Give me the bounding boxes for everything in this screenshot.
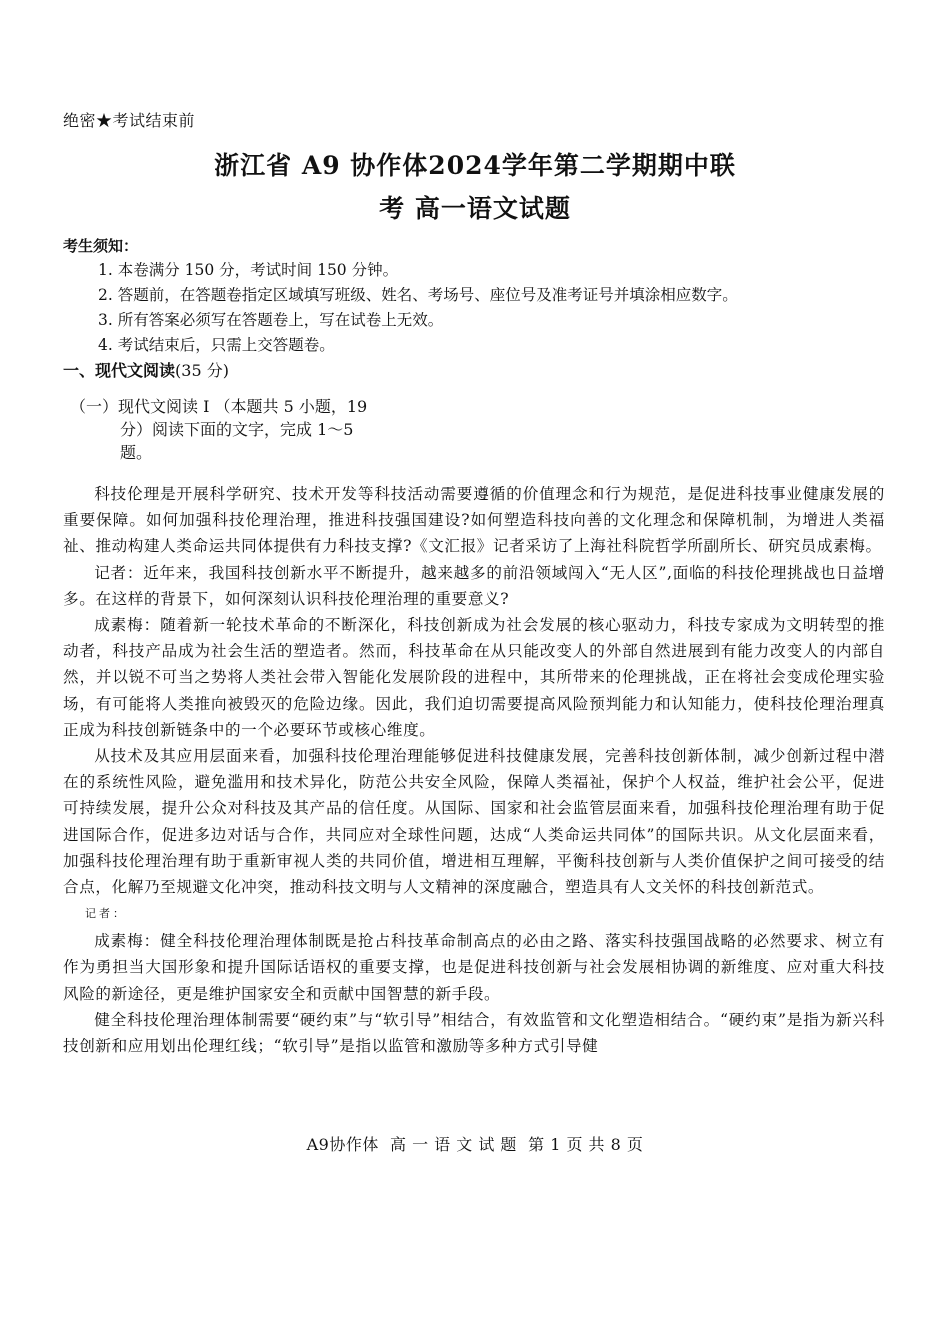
notice-heading: 考生须知： — [63, 237, 139, 255]
page-footer: A9协作体 高 一 语 文 试 题 第 1 页 共 8 页 — [306, 1135, 644, 1154]
notice-item: 3. 所有答案必须写在答题卷上，写在试卷上无效。 — [98, 311, 444, 329]
notice-item: 2. 答题前，在答题卷指定区域填写班级、姓名、考场号、座位号及准考证号并填涂相应数字。 — [98, 286, 738, 304]
reading-passage — [63, 481, 885, 1059]
exam-title-line-2: 考 高一语文试题 — [379, 194, 571, 223]
notice-item: 4. 考试结束后，只需上交答题卷。 — [98, 336, 335, 354]
subsection-line-3: 题。 — [120, 443, 153, 462]
subsection-heading — [70, 395, 440, 464]
section-heading — [63, 358, 229, 381]
exam-title-line-1: 浙江省 A9 协作体2024学年第二学期期中联 — [214, 151, 736, 180]
section-title: 一、现代文阅读 — [63, 361, 176, 380]
section-score: (35 分) — [175, 361, 229, 380]
passage-paragraph: 记者：近年来，我国科技创新水平不断提升，越来越多的前沿领域闯入“无人区”,面临的科技伦理挑战也日益增多。在这样的背景下，如何深刻认识科技伦理治理的重要意义? — [63, 563, 885, 608]
notice-item: 1. 本卷满分 150 分，考试时间 150 分钟。 — [98, 261, 399, 279]
passage-paragraph: 成素梅：健全科技伦理治理体制既是抢占科技革命制高点的必由之路、落实科技强国战略的必然要求、树立有作为勇担当大国形象和提升国际话语权的重要支撑，也是促进科技创新与社会发展相协调的新维度、应对重大科技风险的新途径，更是维护国家安全和贡献中国智慧的新手段。 — [63, 932, 885, 1003]
passage-paragraph: 从技术及其应用层面来看，加强科技伦理治理能够促进科技健康发展，完善科技创新体制，减少创新过程中潜在的系统性风险，避免滥用和技术异化，防范公共安全风险，保障人类福祉，保护个人权益，维护社会公平，促进可持续发展，提升公众对科技及其产品的信任度。从国际、国家和社会监管层面来看，加强科技伦理治理有助于促进国际合作，促进多边对话与合作，共同应对全球性问题，达成“人类命运共同体”的国际共识。从文化层面来看，加强科技伦理治理有助于重新审视人类的共同价值，增进相互理解，平衡科技创新与人类价值保护之间可接受的结合点，化解乃至规避文化冲突，推动科技文明与人文精神的深度融合，塑造具有人文关怀的科技创新范式。 — [63, 747, 885, 897]
subsection-line-1: （一）现代文阅读 I （本题共 5 小题，19 — [70, 397, 368, 416]
notice-list — [98, 258, 738, 358]
passage-paragraph: 健全科技伦理治理体制需要“硬约束”与“软引导”相结合，有效监管和文化塑造相结合。“硬约束”是指为新兴科技创新和应用划出伦理红线；“软引导”是指以监管和激励等多种方式引导健 — [63, 1010, 885, 1056]
confidential-label: 绝密★考试结束前 — [63, 111, 196, 130]
passage-paragraph-reporter-blank: 记者： — [85, 907, 127, 921]
passage-paragraph: 科技伦理是开展科学研究、技术开发等科技活动需要遵循的价值理念和行为规范，是促进科技事业健康发展的重要保障。如何加强科技伦理治理，推进科技强国建设?如何塑造科技向善的文化理念和保障机制，为增进人类福祉、推动构建人类命运共同体提供有力科技支撑?《文汇报》记者采访了上海社科院哲学所副所长、研究员成素梅。 — [63, 485, 885, 556]
passage-paragraph: 成素梅：随着新一轮技术革命的不断深化，科技创新成为社会发展的核心驱动力，科技专家成为文明转型的推动者，科技产品成为社会生活的塑造者。然而，科技革命在从只能改变人的外部自然进展到有能力改变人的内部自然，并以锐不可当之势将人类社会带入智能化发展阶段的进程中，其所带来的伦理挑战，正在将社会变成伦理实验场，有可能将人类推向被毁灭的危险边缘。因此，我们迫切需要提高风险预判能力和认知能力，使科技伦理治理真正成为科技创新链条中的一个必要环节或核心维度。 — [63, 616, 885, 739]
subsection-line-2: 分）阅读下面的文字，完成 1～5 — [120, 420, 354, 439]
